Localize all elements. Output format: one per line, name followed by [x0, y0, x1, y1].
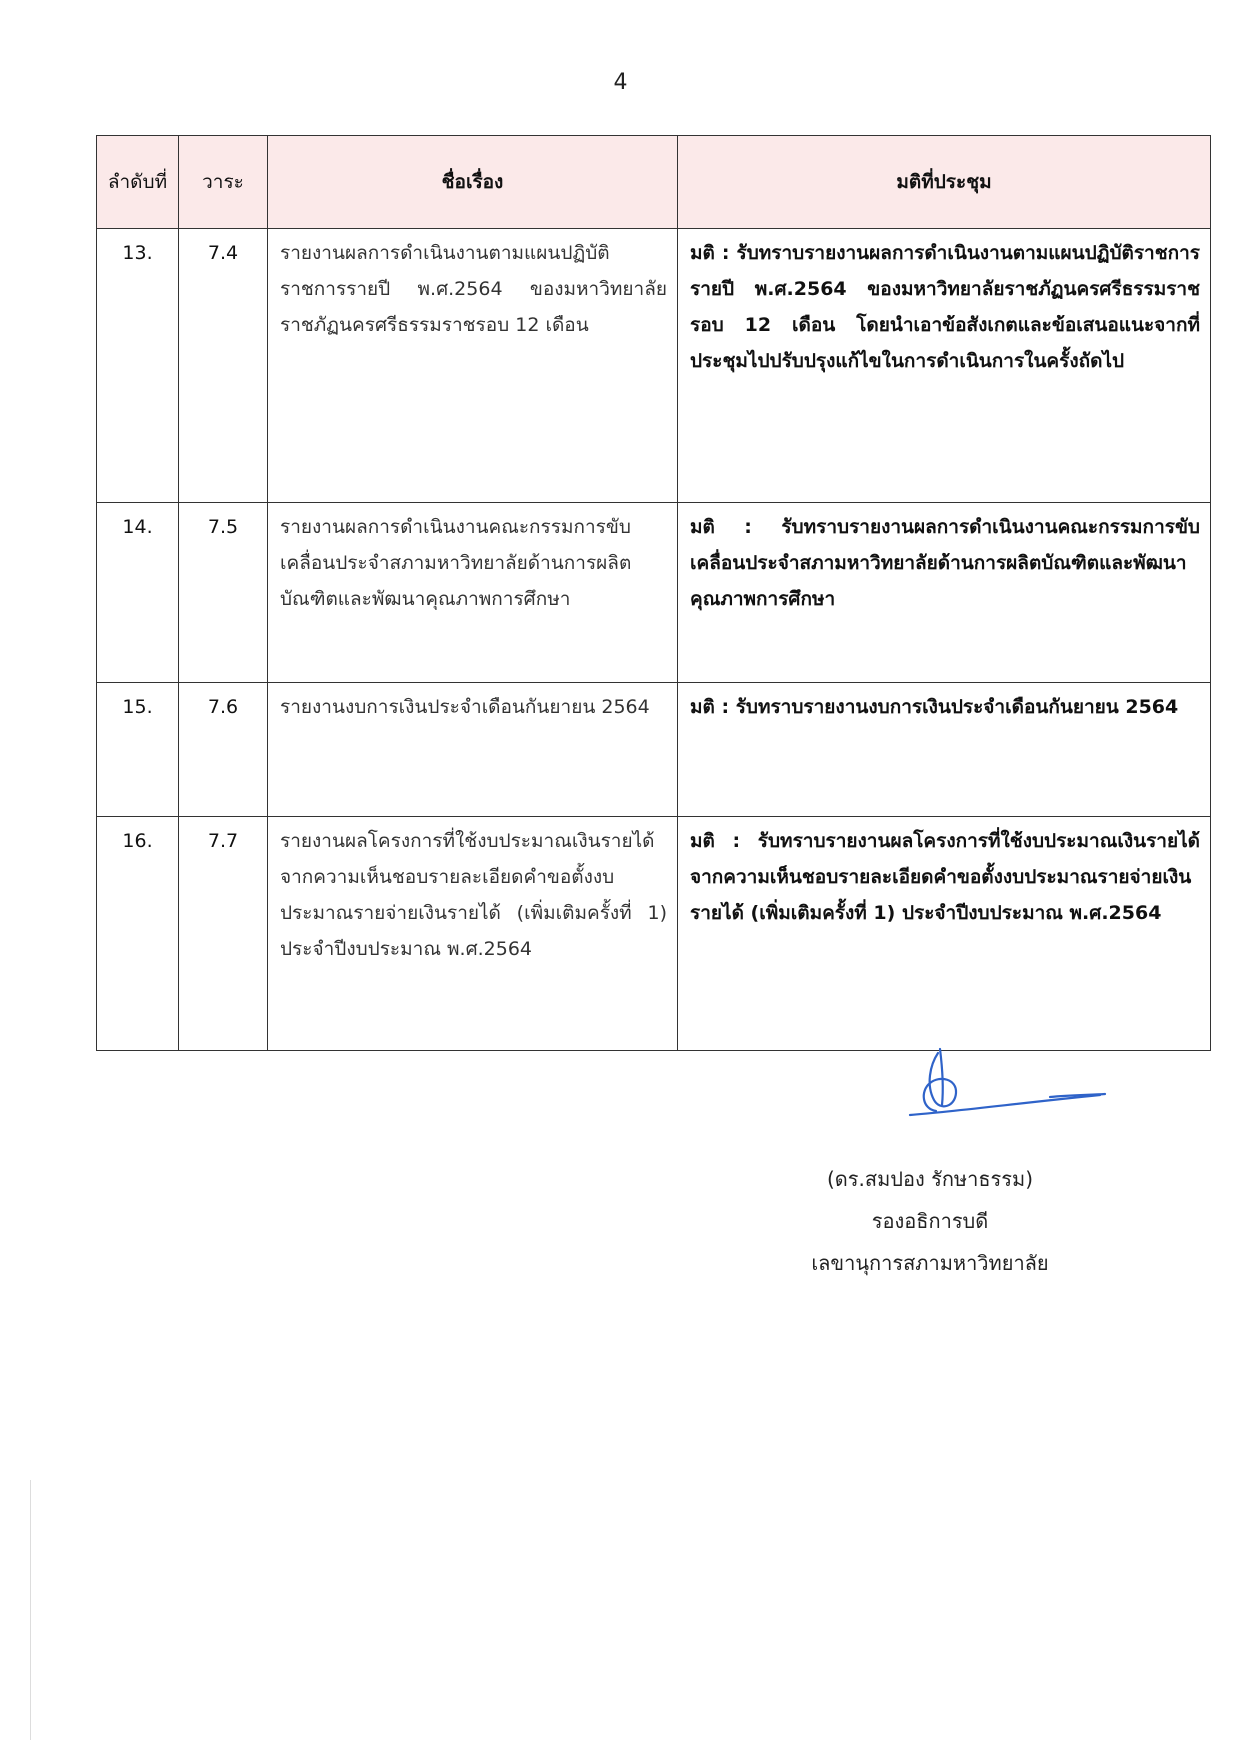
row-agenda: 7.5: [179, 503, 268, 683]
row-agenda: 7.6: [179, 683, 268, 817]
header-no: ลำดับที่: [97, 136, 179, 229]
row-number: 16.: [97, 817, 179, 1051]
row-resolution: มติ : รับทราบรายงานผลการดำเนินงานตามแผนปฏิบัติราชการรายปี พ.ศ.2564 ของมหาวิทยาลัยราชภัฏนครศรีธรรมราชรอบ 12 เดือน โดยนำเอาข้อสังเกตและข้อเสนอแนะจากที่ประชุมไปปรับปรุงแก้ไขในการดำเนินการในครั้งถัดไป: [678, 229, 1211, 503]
row-topic: รายงานผลการดำเนินงานคณะกรรมการขับเคลื่อนประจำสภามหาวิทยาลัยด้านการผลิตบัณฑิตและพัฒนาคุณภาพการศึกษา: [268, 503, 678, 683]
scan-margin-line: [30, 1480, 31, 1740]
table-header-row: [97, 136, 1211, 229]
signatory-name: (ดร.สมปอง รักษาธรรม): [826, 1167, 1034, 1191]
row-resolution: มติ : รับทราบรายงานผลโครงการที่ใช้งบประมาณเงินรายได้จากความเห็นชอบรายละเอียดคำขอตั้งงบประมาณรายจ่ายเงินรายได้ (เพิ่มเติมครั้งที่ 1) ประจำปีงบประมาณ พ.ศ.2564: [678, 817, 1211, 1051]
row-number: 13.: [97, 229, 179, 503]
row-number: 15.: [97, 683, 179, 817]
signatory-block: [780, 1158, 1080, 1284]
table-row: [97, 683, 1211, 817]
table-row: [97, 503, 1211, 683]
header-agenda: วาระ: [179, 136, 268, 229]
row-resolution: มติ : รับทราบรายงานผลการดำเนินงานคณะกรรมการขับเคลื่อนประจำสภามหาวิทยาลัยด้านการผลิตบัณฑิตและพัฒนาคุณภาพการศึกษา: [678, 503, 1211, 683]
signatory-role: เลขานุการสภามหาวิทยาลัย: [811, 1251, 1049, 1275]
header-resolution: มติที่ประชุม: [678, 136, 1211, 229]
table-row: [97, 817, 1211, 1051]
row-number: 14.: [97, 503, 179, 683]
table-row: [97, 229, 1211, 503]
signature-icon: [900, 1045, 1120, 1125]
minutes-table: [96, 135, 1211, 1051]
row-agenda: 7.4: [179, 229, 268, 503]
header-topic: ชื่อเรื่อง: [268, 136, 678, 229]
row-topic: รายงานงบการเงินประจำเดือนกันยายน 2564: [268, 683, 678, 817]
signatory-position: รองอธิการบดี: [871, 1209, 989, 1233]
page-number: 4: [613, 70, 628, 95]
row-topic: รายงานผลการดำเนินงานตามแผนปฏิบัติราชการรายปี พ.ศ.2564 ของมหาวิทยาลัยราชภัฏนครศรีธรรมราชรอบ 12 เดือน: [268, 229, 678, 503]
row-agenda: 7.7: [179, 817, 268, 1051]
row-topic: รายงานผลโครงการที่ใช้งบประมาณเงินรายได้จากความเห็นชอบรายละเอียดคำขอตั้งงบประมาณรายจ่ายเงินรายได้ (เพิ่มเติมครั้งที่ 1) ประจำปีงบประมาณ พ.ศ.2564: [268, 817, 678, 1051]
row-resolution: มติ : รับทราบรายงานงบการเงินประจำเดือนกันยายน 2564: [678, 683, 1211, 817]
